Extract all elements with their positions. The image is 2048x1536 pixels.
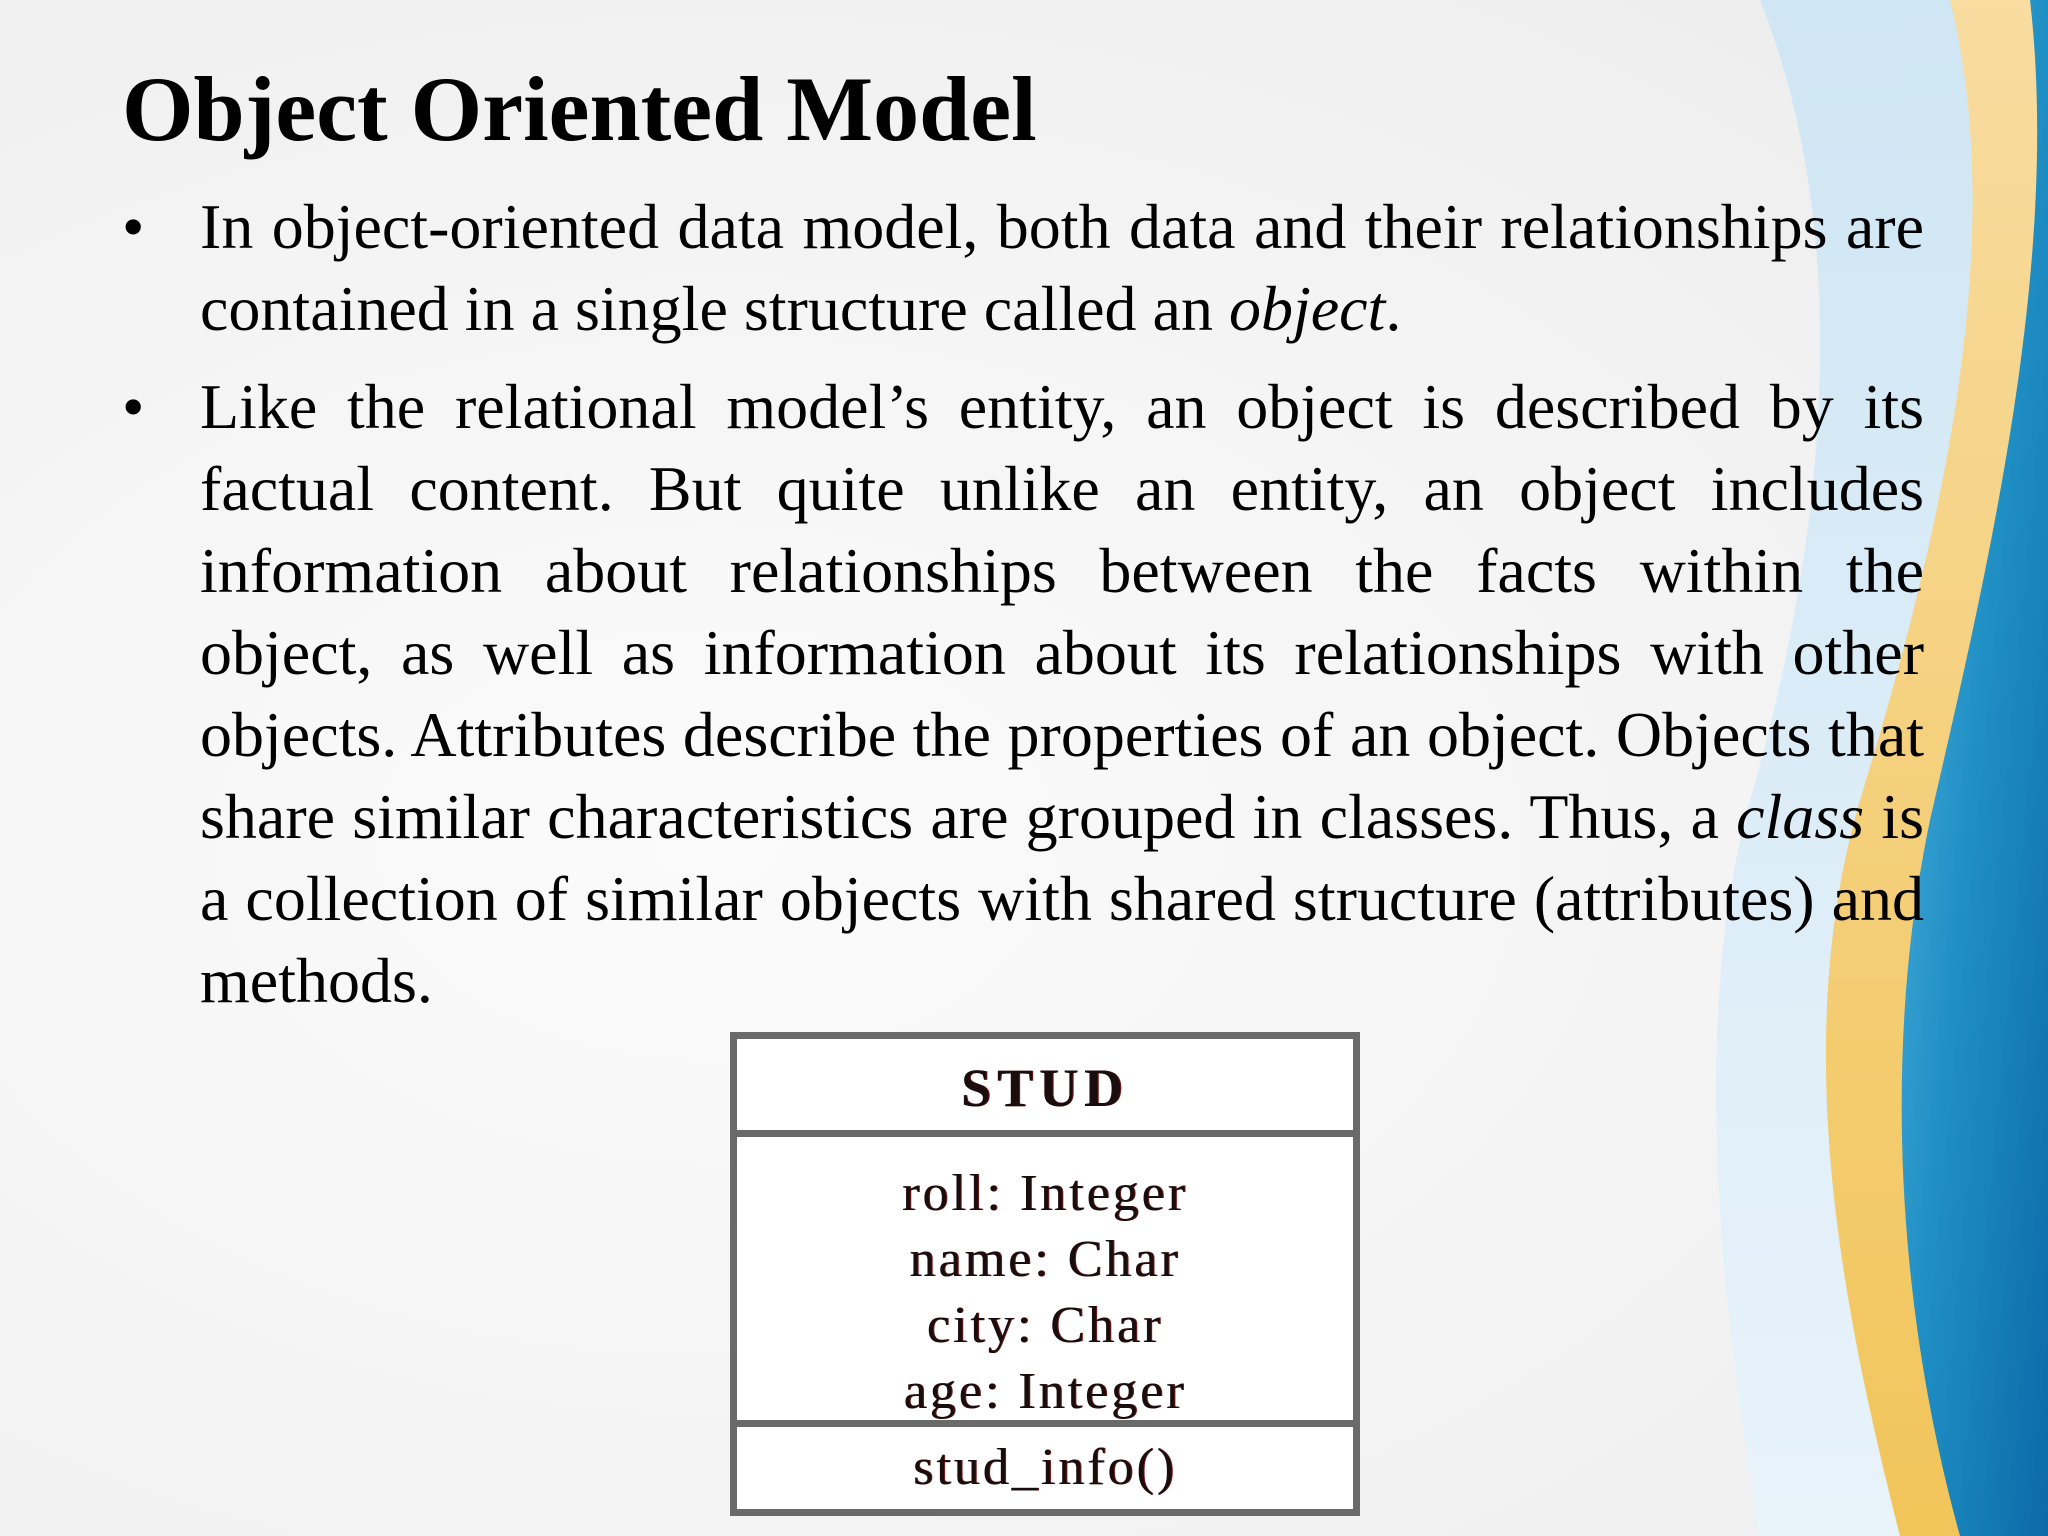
bullet-text — [200, 366, 1924, 1022]
slide-title: Object Oriented Model — [122, 58, 1037, 160]
uml-methods — [737, 1427, 1353, 1509]
bullet-text-part: Like the relational model’s entity, an object is described by its factual content. But quite unlike an entity, an object includes information about relationships between the facts within the object, as well as information about its relationships with other objects. Attributes describe the properties of an object. Objects that share similar characteristics are grouped in classes. Thus, a — [200, 371, 1924, 852]
bullet-emphasis: class — [1736, 781, 1865, 852]
bullet-text — [200, 186, 1924, 350]
bullet-text-part: In object-oriented data model, both data and their relationships are contained in a single structure called an — [200, 191, 1924, 344]
bullet-text-part: . — [1385, 273, 1402, 344]
uml-attributes — [737, 1137, 1353, 1427]
uml-class-diagram — [730, 1032, 1360, 1516]
bullet-marker: • — [122, 191, 145, 262]
uml-attribute: city: Char — [926, 1297, 1164, 1354]
uml-attribute: age: Integer — [903, 1363, 1187, 1420]
bullet-list — [122, 186, 1924, 1038]
uml-class-name: STUD — [737, 1039, 1353, 1137]
uml-attribute: name: Char — [909, 1231, 1181, 1288]
bullet-marker: • — [122, 371, 145, 442]
uml-attribute: roll: Integer — [902, 1165, 1188, 1222]
bullet-text-part: is a collection of similar objects with shared structure (attributes) and methods. — [200, 781, 1925, 1016]
bullet-emphasis: object — [1228, 273, 1386, 344]
bullet-item — [122, 366, 1924, 1022]
bullet-item — [122, 186, 1924, 350]
uml-method: stud_info() — [912, 1439, 1178, 1496]
